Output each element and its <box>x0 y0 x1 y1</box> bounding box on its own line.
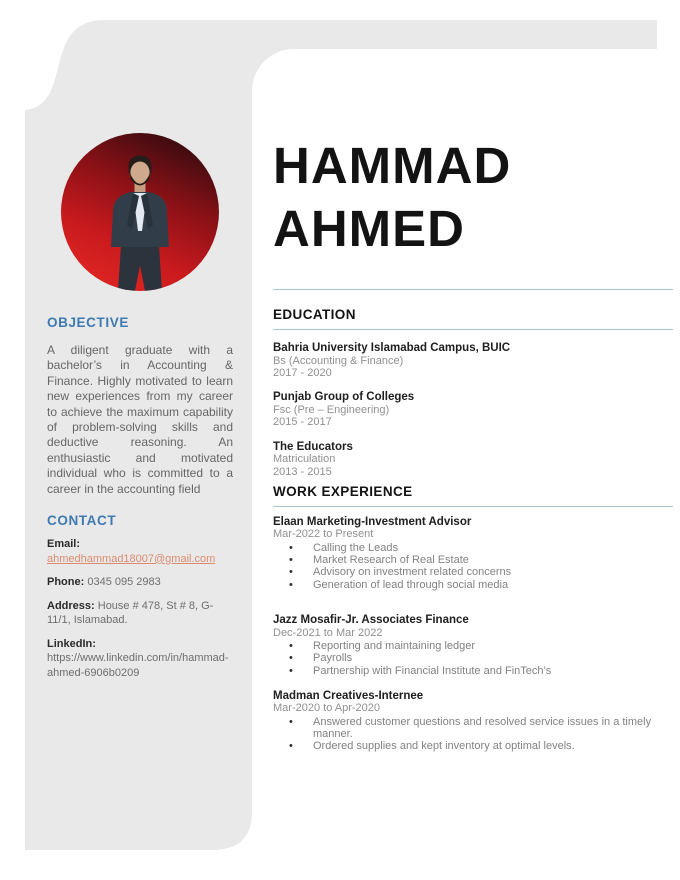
job-bullets <box>273 716 673 753</box>
job-period: Dec-2021 to Mar 2022 <box>273 626 383 639</box>
degree: Fsc (Pre – Engineering) <box>273 403 390 416</box>
phone-value: 0345 095 2983 <box>87 576 161 589</box>
work-entry <box>273 690 673 753</box>
linkedin-label: LinkedIn: <box>47 637 96 650</box>
person-portrait-icon <box>61 133 219 291</box>
email-link[interactable]: ahmedhammad18007@gmail.com <box>47 552 216 565</box>
job-period: Mar-2020 to Apr-2020 <box>273 702 381 715</box>
contact-linkedin <box>47 637 233 681</box>
education-entry <box>273 391 673 428</box>
job-title: Elaan Marketing-Investment Advisor <box>273 515 472 528</box>
years: 2015 - 2017 <box>273 416 332 429</box>
school-name: Bahria University Islamabad Campus, BUIC <box>273 342 511 354</box>
bullet-item: • Ordered supplies and kept inventory at optimal levels. <box>273 740 673 752</box>
degree: Matriculation <box>273 453 336 466</box>
contact-heading: CONTACT <box>47 513 117 529</box>
school-name: Punjab Group of Colleges <box>273 391 415 404</box>
work-section <box>273 484 673 753</box>
bullet-item: • Generation of lead through social media <box>273 579 673 591</box>
contact-phone <box>47 575 233 590</box>
first-name: HAMMAD <box>273 137 512 194</box>
objective-text: A diligent graduate with a bachelor’s in Accounting & Finance. Highly motivated to learn new experiences from my career to achieve the maximum capability of problem-solving skills and deductive reasoning. An enthusiastic and motivated individual who is committed to a career in the accounting field <box>47 343 233 496</box>
phone-label: Phone: <box>47 576 85 589</box>
email-label: Email: <box>47 538 81 551</box>
degree: Bs (Accounting & Finance) <box>273 354 404 367</box>
sidebar <box>25 20 252 850</box>
main-content <box>273 0 673 753</box>
contact-address <box>47 599 233 628</box>
work-list <box>273 516 673 753</box>
bullet-item: • Partnership with Financial Institute and FinTech’s <box>273 665 673 677</box>
education-heading: EDUCATION <box>273 307 673 330</box>
objective-heading: OBJECTIVE <box>47 315 129 330</box>
work-heading: WORK EXPERIENCE <box>273 484 673 507</box>
job-title: Jazz Mosafir-Jr. Associates Finance <box>273 614 469 627</box>
bullet-item: • Reporting and maintaining ledger <box>273 640 673 652</box>
linkedin-value: https://www.linkedin.com/in/hammad-ahmed-6906b0209 <box>47 652 229 679</box>
years: 2017 - 2020 <box>273 366 332 379</box>
job-bullets <box>273 542 673 591</box>
work-entry <box>273 614 673 677</box>
address-value: House # 478, St # 8, G-11/1, Islamabad. <box>47 599 214 627</box>
education-entry <box>273 441 673 478</box>
education-section <box>273 307 673 478</box>
page-title <box>273 134 673 260</box>
education-list <box>273 342 673 478</box>
bullet-item: • Payrolls <box>273 652 673 664</box>
bullet-item: • Answered customer questions and resolved service issues in a timely manner. <box>273 716 673 741</box>
bullet-item: • Advisory on investment related concerns <box>273 566 673 578</box>
job-bullets <box>273 640 673 677</box>
school-name: The Educators <box>273 440 353 453</box>
years: 2013 - 2015 <box>273 465 332 478</box>
bullet-item: • Market Research of Real Estate <box>273 554 673 566</box>
last-name: AHMED <box>273 200 465 257</box>
bullet-item: • Calling the Leads <box>273 542 673 554</box>
contact-email <box>47 537 233 566</box>
address-label: Address: <box>47 599 95 612</box>
job-period: Mar-2022 to Present <box>273 528 374 541</box>
job-title: Madman Creatives-Internee <box>273 689 424 702</box>
education-entry <box>273 342 673 379</box>
profile-photo <box>61 133 219 291</box>
work-entry <box>273 516 673 591</box>
name-divider <box>273 289 673 290</box>
